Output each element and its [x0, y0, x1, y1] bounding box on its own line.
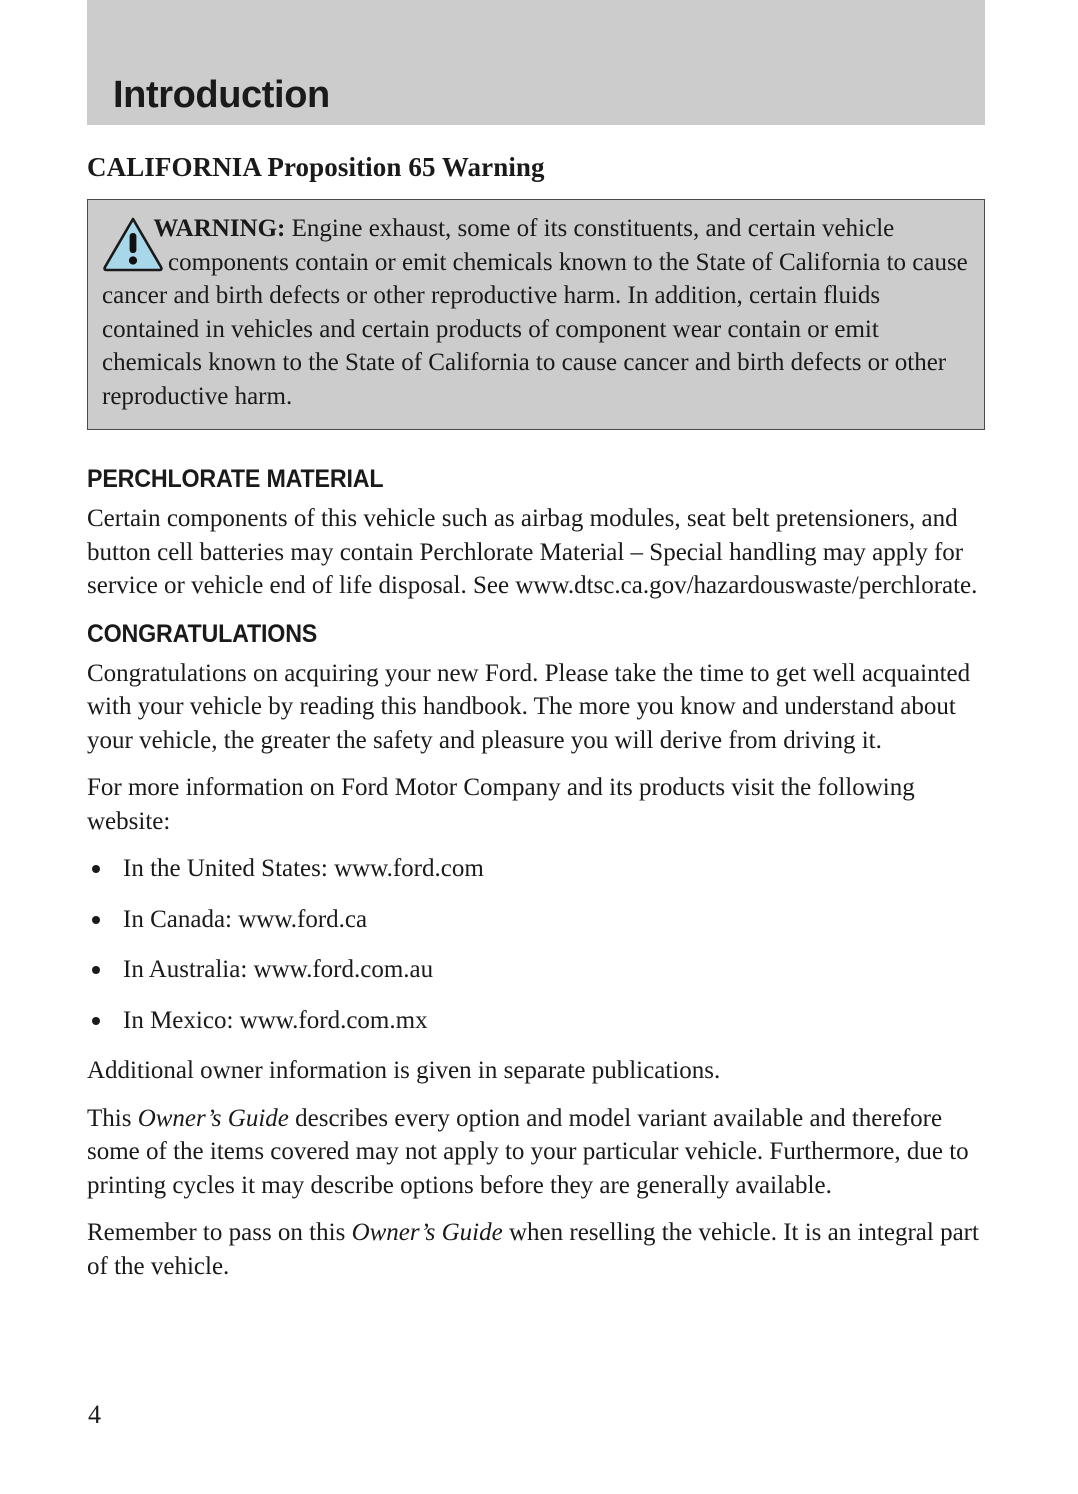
section-prop65	[87, 151, 985, 430]
warning-text	[102, 212, 970, 413]
list-item-label: In the United States: www.ford.com	[123, 855, 484, 882]
paragraph-5-pre: Remember to pass on this	[87, 1219, 352, 1246]
heading-perchlorate: PERCHLORATE MATERIAL	[87, 465, 384, 493]
list-item	[87, 953, 985, 987]
section-congratulations	[87, 619, 985, 1284]
bullet-dot-icon	[92, 1017, 100, 1025]
heading-congratulations: CONGRATULATIONS	[87, 619, 318, 648]
paragraph-congrats-2: For more information on Ford Motor Company and its products visit the following website:	[87, 774, 915, 835]
website-list	[87, 852, 985, 1037]
page-title: Introduction	[113, 74, 330, 116]
paragraph-5-post: when reselling the vehicle. It is an integral part of the vehicle.	[87, 1219, 979, 1280]
paragraph-4-pre: This	[87, 1104, 138, 1132]
warning-body-text: Engine exhaust, some of its constituents, and certain vehicle components contain or emit chemicals known to the State of California to cause cancer and birth defects or other reproductive harm. In addition, certain fluids contained in vehicles and certain products of component wear contain or emit chemicals known to the State of California to cause cancer and birth defects or other reproductive harm.	[102, 215, 968, 410]
warning-callout-box	[87, 199, 985, 430]
bullet-dot-icon	[92, 966, 100, 974]
paragraph-perchlorate: Certain components of this vehicle such as airbag modules, seat belt pretensioners, and button cell batteries may contain Perchlorate Material – Special handling may apply for service or vehicle end of life disposal. See www.dtsc.ca.gov/hazardouswaste/perchlorate.	[87, 505, 978, 599]
page-header-band	[87, 0, 985, 125]
list-item-label: In Mexico: www.ford.com.mx	[123, 1006, 428, 1034]
bullet-dot-icon	[92, 916, 100, 924]
list-item-label: In Canada: www.ford.ca	[123, 905, 368, 933]
warning-lead-label: WARNING:	[153, 215, 286, 242]
paragraph-congrats-3: Additional owner information is given in separate publications.	[87, 1057, 721, 1084]
list-item	[87, 852, 985, 886]
owners-guide-italic: Owner’s Guide	[351, 1219, 503, 1246]
paragraph-congrats-1: Congratulations on acquiring your new Ford. Please take the time to get well acquainted with your vehicle by reading this handbook. The more you know and understand about your vehicle, the greater the safety and pleasure you will derive from driving it.	[87, 659, 971, 754]
page-number: 4	[88, 1400, 101, 1429]
paragraph-congrats-4	[87, 1102, 985, 1203]
list-item	[87, 1004, 985, 1038]
list-item	[87, 903, 985, 937]
section-perchlorate	[87, 464, 985, 603]
list-item-label: In Australia: www.ford.com.au	[123, 956, 434, 983]
paragraph-congrats-5	[87, 1216, 985, 1283]
page-content-column	[87, 125, 985, 1297]
paragraph-4-post: describes every option and model variant available and therefore some of the items covered may not apply to your particular vehicle. Furthermore, due to printing cycles it may describe options before they are generally available.	[87, 1104, 969, 1199]
owners-guide-italic: Owner’s Guide	[137, 1104, 289, 1132]
heading-prop65: CALIFORNIA Proposition 65 Warning	[87, 152, 545, 182]
bullet-dot-icon	[92, 865, 100, 873]
